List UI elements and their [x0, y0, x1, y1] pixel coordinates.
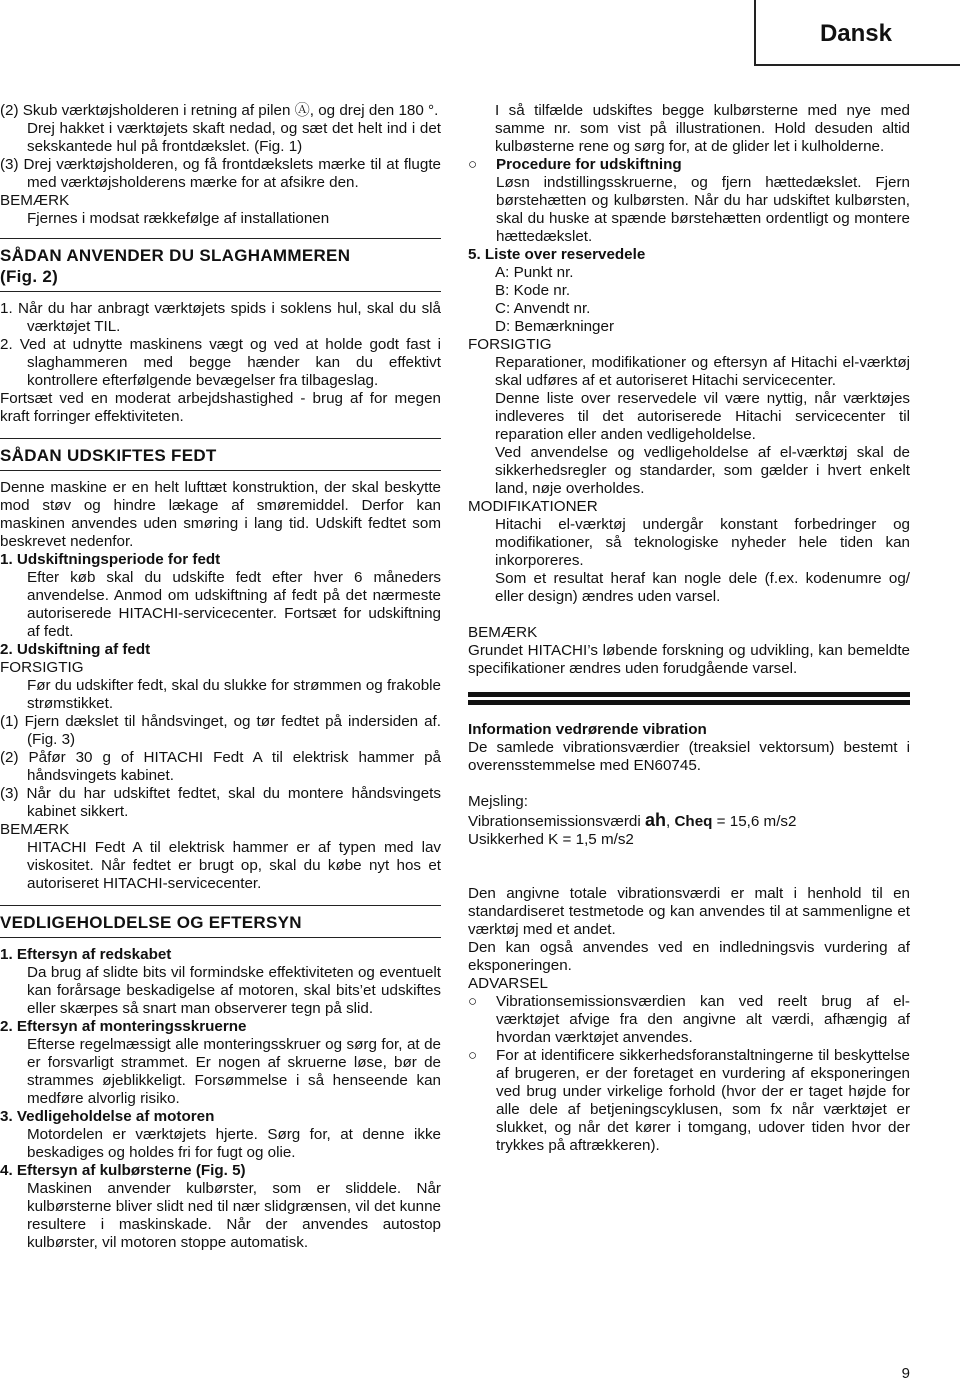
maint-3-title: 3. Vedligeholdelse af motoren: [0, 1108, 215, 1125]
grease-step-2: (2) Påfør 30 g of HITACHI Fedt A til elektrisk hammer på håndsvingets kabinet.: [0, 749, 441, 784]
usage-step-1: 1. Når du har anbragt værktøjets spids i soklens hul, skal du slå værktøjet TIL.: [0, 300, 441, 335]
left-column: [0, 102, 441, 1252]
grease-1-title: 1. Udskiftningsperiode for fedt: [0, 551, 221, 568]
grease-step-3: (3) Når du har udskiftet fedtet, skal du montere håndsvingets kabinet sikkert.: [0, 785, 441, 820]
maint-3-text: Motordelen er værktøjets hjerte. Sørg for, at denne ikke beskadiges og holdes fri for fugt og olie.: [27, 1126, 441, 1161]
note-label: BEMÆRK: [0, 192, 70, 209]
vibration-symbol-sub: Cheq: [674, 813, 713, 830]
note-text: HITACHI Fedt A til elektrisk hammer er af typen med lav viskositet. Når fedtet er brugt op, skal du købe nyt hos et autoriseret HITACHI-servicecenter.: [27, 839, 441, 892]
warning-item: [468, 1047, 910, 1155]
vibration-value-prefix: Vibrationsemissionsværdi: [468, 813, 641, 830]
language-tab: [754, 0, 960, 66]
parts-title: 5. Liste over reservedele: [468, 246, 646, 263]
usage-step-2-detail: Fortsæt ved en moderat arbejdshastighed - brug af for megen kraft forringer effektiviteten.: [0, 390, 441, 425]
procedure-title: Procedure for udskiftning: [496, 156, 682, 173]
warning-item: [468, 993, 910, 1047]
grease-1-text: Efter køb skal du udskifte fedt efter hver 6 måneders anvendelse. Anmod om udskiftning af fedt på det nærmeste autoriserede HITACHI-servicecenter. Fortsæt for udskiftning af fedt.: [27, 569, 441, 640]
note-text: Fjernes i modsat rækkefølge af installationen: [27, 210, 330, 227]
parts-item: C: Anvendt nr.: [495, 300, 591, 317]
grease-intro: Denne maskine er en helt lufttæt konstruktion, der skal beskytte mod støv og hindre lækage af smøremiddel. Derfor kan maskinen anvendes uden smøring i lang tid. Udskift fedtet som beskrevet nedenfor.: [0, 479, 441, 550]
grease-step-1: (1) Fjern dækslet til håndsvinget, og tør fedtet på indersiden af. (Fig. 3): [0, 713, 441, 748]
warning-text-2: For at identificere sikkerhedsforanstaltningerne til beskyttelse af brugeren, er der foretaget en vurdering af eksponeringen ved brug under virkelige forhold (hvor der er taget højde for alle dele af betjeningscyklusen, som fx når værktøjet er slukket, og når det kører i tomgang, udover tiden hvor der trykkes på aftrækkeren).: [496, 1047, 910, 1154]
step-2: (2) Skub værktøjsholderen i retning af pilen Ⓐ, og drej den 180 °.: [0, 102, 439, 119]
grease-2-title: 2. Udskiftning af fedt: [0, 641, 151, 658]
circle-bullet-icon: ○: [468, 1047, 478, 1064]
note-label: BEMÆRK: [468, 624, 538, 641]
page-number: 9: [901, 1365, 910, 1382]
procedure-text: Løsn indstillingsskruerne, og fjern hættedækslet. Fjern børstehætten og kulbørsten. Når du har udskiftet kulbørsten, skal du huske at spænde børstehætten ordentligt og montere hættedækslet.: [496, 174, 910, 245]
parts-list: [468, 264, 910, 336]
parts-item: B: Kode nr.: [495, 282, 571, 299]
caution-text-3: Ved anvendelse og vedligeholdelse af el-værktøj skal de sikkerhedsregler og standarder, som gælder i hvert enkelt land, nøje overholdes.: [495, 444, 910, 497]
warning-text-1: Vibrationsemissionsværdien kan ved reelt brug af el-værktøjet afvige fra den angivne alt værdi, afhængig af hvordan værktøjet anvendes.: [496, 993, 910, 1046]
maint-1-title: 1. Eftersyn af redskabet: [0, 946, 172, 963]
total-vibration-text: Den angivne totale vibrationsværdi er malt i henhold til en standardiseret testmetode og kan anvendes til at sammenligne et værktøj med et andet.: [468, 885, 910, 938]
vibration-text: De samlede vibrationsværdier (treaksiel vektorsum) bestemt i overensstemmelse med EN60745.: [468, 739, 910, 774]
vibration-symbol: ah: [645, 810, 667, 830]
warning-label: ADVARSEL: [468, 975, 548, 992]
caution-label: FORSIGTIG: [0, 659, 84, 676]
caution-text: Før du udskifter fedt, skal du slukke for strømmen og frakoble strømstikket.: [27, 677, 441, 712]
usage-step-2: 2. Ved at udnytte maskinens vægt og ved at holde godt fast i slaghammeren med begge hænder kan du effektivt kontrollere efterfølgende bevægelser fra tilbageslag.: [0, 336, 441, 389]
exposure-text: Den kan også anvendes ved en indledningsvis vurdering af eksponeringen.: [468, 939, 910, 974]
modifications-label: MODIFIKATIONER: [468, 498, 598, 515]
right-column: [468, 102, 910, 1155]
circle-bullet-icon: ○: [468, 156, 478, 173]
parts-item: A: Punkt nr.: [495, 264, 574, 281]
procedure-item: [468, 156, 910, 246]
vibration-value-number: = 15,6 m/s2: [716, 813, 797, 830]
section-heading-usage-fig: (Fig. 2): [0, 267, 59, 286]
section-heading-maintenance: VEDLIGEHOLDELSE OG EFTERSYN: [0, 913, 302, 932]
step-2-detail: Drej hakket i værktøjets skaft nedad, og sæt det helt ind i det sekskantede hul på frontdækslet. (Fig. 1): [27, 120, 441, 155]
step-3: (3) Drej værktøjsholderen, og få frontdækslets mærke til at flugte med værktøjsholderens mærke for at afsikre den.: [0, 156, 441, 191]
note-text: Grundet HITACHI’s løbende forskning og udvikling, kan bemeldte specifikationer ændres uden forudgående varsel.: [468, 642, 910, 677]
section-heading-grease: SÅDAN UDSKIFTES FEDT: [0, 446, 217, 465]
section-heading-usage: SÅDAN ANVENDER DU SLAGHAMMEREN: [0, 246, 351, 265]
modifications-text-2: Som et resultat heraf kan nogle dele (f.ex. kodenumre og/ eller design) ændres uden varsel.: [495, 570, 910, 605]
vibration-value: Vibrationsemissionsværdi ah, Cheq = 15,6 m/s2: [468, 810, 797, 830]
caution-text-2: Denne liste over reservedele vil være nyttig, når værktøjes indleveres til det autoriserede Hitachi servicecenter til reparation eller anden vedligeholdelse.: [495, 390, 910, 443]
language-label: Dansk: [819, 20, 892, 47]
caution-label: FORSIGTIG: [468, 336, 552, 353]
chiselling-label: Mejsling:: [468, 793, 528, 810]
note-label: BEMÆRK: [0, 821, 70, 838]
maint-2-title: 2. Eftersyn af monteringsskruerne: [0, 1018, 247, 1035]
maint-4-text: Maskinen anvender kulbørster, som er sliddele. Når kulbørsterne bliver slidt ned til nær slidgrænsen, vil det kunne resultere i maskinskade. Når der anvendes autostop kulbørster, vil motoren stoppe automatisk.: [27, 1180, 441, 1251]
maint-4-title: 4. Eftersyn af kulbørsterne (Fig. 5): [0, 1162, 246, 1179]
maint-1-text: Da brug af slidte bits vil formindske effektiviteten og eventuelt kan forårsage beskadigelse af motoren, skal bits’et udskiftes eller skærpes så snart man observerer tegn på slid.: [27, 964, 441, 1017]
vibration-title: Information vedrørende vibration: [468, 721, 707, 738]
maint-2-text: Efterse regelmæssigt alle monteringsskruer og sørg for, at de er forsvarligt strammet. Er nogen af skruerne løse, bør de strammes øjeblikkeligt. Forsømmelse i så henseende kan medføre alvorlig risiko.: [27, 1036, 441, 1107]
parts-item: D: Bemærkninger: [495, 318, 615, 335]
modifications-text-1: Hitachi el-værktøj undergår konstant forbedringer og modifikationer, så teknologiske nyheder hele tiden kan inkorporeres.: [495, 516, 910, 569]
circle-bullet-icon: ○: [468, 993, 478, 1010]
caution-text-1: Reparationer, modifikationer og eftersyn af Hitachi el-værktøj skal udføres af et autoriseret Hitachi servicecenter.: [495, 354, 910, 389]
uncertainty-value: Usikkerhed K = 1,5 m/s2: [468, 831, 634, 848]
brush-text: I så tilfælde udskiftes begge kulbørsterne med nye med samme nr. som vist på illustrationen. Hold desuden altid kulbøsterne rene og sørg for, at de glider let i kulholderne.: [495, 102, 910, 155]
